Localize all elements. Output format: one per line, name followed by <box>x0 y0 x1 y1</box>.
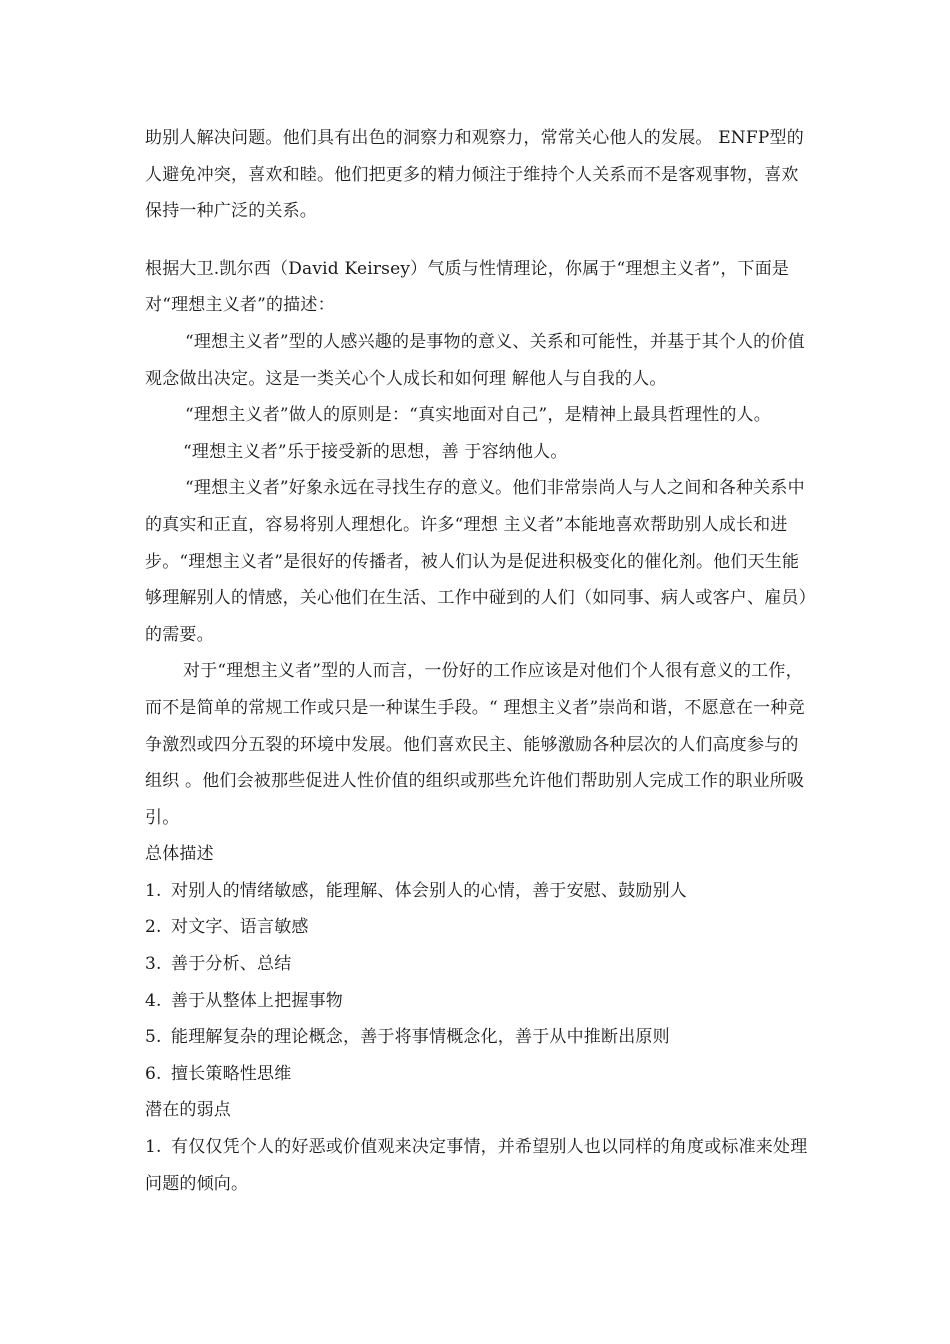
overview-list <box>145 873 815 1093</box>
list-item-number: 1. <box>145 1137 162 1158</box>
list-item <box>145 946 815 983</box>
list-item-number: 1. <box>145 880 162 901</box>
paragraph-idealist-meaning: “理想主义者”好象永远在寻找生存的意义。他们非常崇尚人与人之间和各种关系中的真实和正直，容易将别人理想化。许多“理想 主义者”本能地喜欢帮助别人成长和进步。“理想主义者”是很好的传播者，被人们认为是促进积极变化的催化剂。他们天生能够理解别人的情感，关心他们在生活、工作中碰到的人们（如同事、病人或客户、雇员）的需要。 <box>145 478 808 645</box>
paragraph-idealist-interests: “理想主义者”型的人感兴趣的是事物的意义、关系和可能性，并基于其个人的价值观念做出决定。这是一类关心个人成长和如何理 解他人与自我的人。 <box>145 331 805 389</box>
list-item-number: 2. <box>145 917 162 938</box>
list-item-number: 6. <box>145 1063 162 1084</box>
list-item <box>145 983 815 1020</box>
paragraph-keirsey-intro: 根据大卫.凯尔西（David Keirsey）气质与性情理论，你属于“理想主义者”，下面是对“理想主义者”的描述： <box>145 258 790 316</box>
list-item <box>145 909 815 946</box>
list-item-number: 5. <box>145 1027 162 1048</box>
list-item-text: 有仅仅凭个人的好恶或价值观来决定事情，并希望别人也以同样的角度或标准来处理问题的倾向。 <box>145 1137 808 1194</box>
paragraph-idealist-principle: “理想主义者”做人的原则是：“真实地面对自己”，是精神上最具哲理性的人。 <box>185 405 771 426</box>
list-item-number: 3. <box>145 954 162 975</box>
list-item <box>145 1056 815 1093</box>
list-item-text: 能理解复杂的理论概念，善于将事情概念化，善于从中推断出原则 <box>171 1027 670 1048</box>
list-item <box>145 1019 815 1056</box>
paragraph-idealist-openness: “理想主义者”乐于接受新的思想，善 于容纳他人。 <box>183 441 568 462</box>
list-item <box>145 873 815 910</box>
weaknesses-list <box>145 1129 815 1202</box>
list-item-text: 对文字、语言敏感 <box>171 917 309 938</box>
paragraph-enfp-summary: 助别人解决问题。他们具有出色的洞察力和观察力，常常关心他人的发展。 ENFP型的 人避免冲突，喜欢和睦。他们把更多的精力倾注于维持个人关系而不是客观事物，喜欢保持一种广泛的关系。 <box>145 128 804 222</box>
list-item-text: 擅长策略性思维 <box>171 1063 292 1084</box>
list-item-text: 善于分析、总结 <box>171 954 292 975</box>
list-item-number: 4. <box>145 990 162 1011</box>
section-title-overview: 总体描述 <box>145 844 214 865</box>
section-title-weaknesses: 潜在的弱点 <box>145 1100 231 1121</box>
list-item-text: 对别人的情绪敏感，能理解、体会别人的心情，善于安慰、鼓励别人 <box>171 880 687 901</box>
paragraph-idealist-work: 对于“理想主义者”型的人而言，一份好的工作应该是对他们个人很有意义的工作，而不是简单的常规工作或只是一种谋生手段。“ 理想主义者”崇尚和谐，不愿意在一种竞争激烈或四分五裂的环境中发展。他们喜欢民主、能够激励各种层次的人们高度参与的组织 。他们会被那些促进人性价值的组织或那些允许他们帮助别人完成工作的职业所吸引。 <box>145 661 805 828</box>
document-body <box>145 120 815 1202</box>
list-item <box>145 1129 815 1202</box>
list-item-text: 善于从整体上把握事物 <box>171 990 343 1011</box>
